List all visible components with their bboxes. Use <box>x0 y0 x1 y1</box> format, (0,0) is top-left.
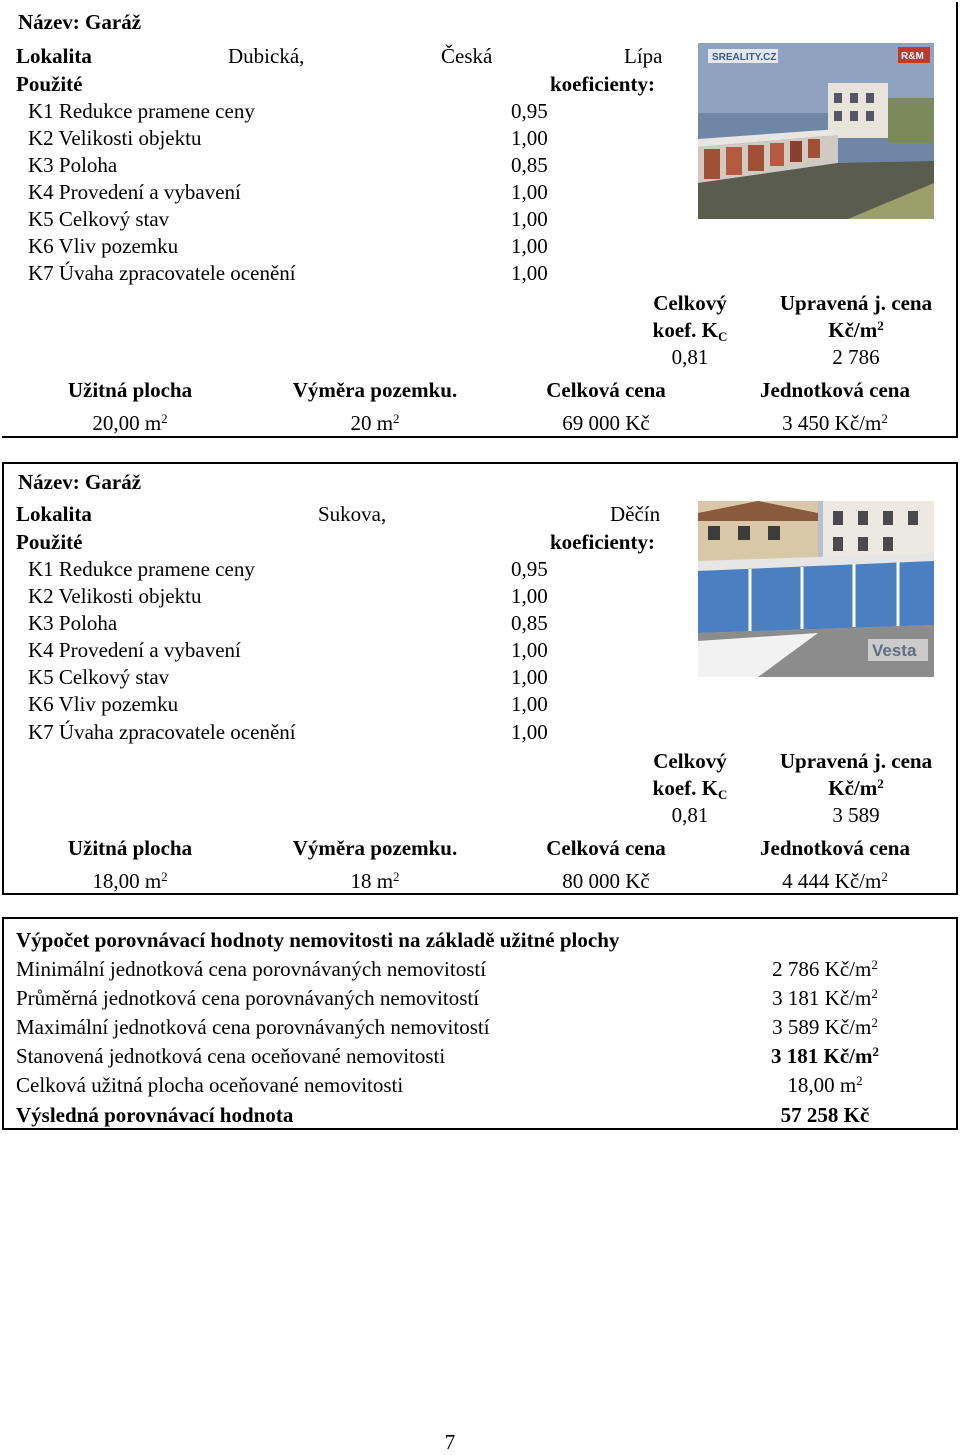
coef-value: 1,00 <box>511 692 548 716</box>
coef-value: 0,85 <box>511 153 548 177</box>
summary-result-value: 57 258 Kč <box>780 1103 870 1127</box>
coef-label: K4 Provedení a vybavení <box>28 638 241 662</box>
location-city-2: Lípa <box>624 44 663 68</box>
koef-kc-label: koef. $K_C$ <box>652 776 728 802</box>
koef-value: 0,81 <box>671 345 709 369</box>
summary-row-label: Průměrná jednotková cena porovnávaných nemovitostí <box>16 986 480 1010</box>
coef-label: K7 Úvaha zpracovatele ocenění <box>28 261 296 285</box>
coef-label: K5 Celkový stav <box>28 665 170 689</box>
upravena-unit: $Kč/m^2$ <box>828 318 884 342</box>
summary-row-label: Minimální jednotková cena porovnávaných nemovitostí <box>16 957 487 981</box>
coef-label: K6 Vliv pozemku <box>28 692 179 716</box>
summary-row-label: Stanovená jednotková cena oceňované nemovitosti <box>16 1044 446 1068</box>
koef-kc-label: koef. $K_C$ <box>652 318 728 344</box>
coef-label: K3 Poloha <box>28 153 118 177</box>
value-vymera: 20 $m^2$ <box>350 411 400 435</box>
koeficienty-label: koeficienty: <box>550 72 655 96</box>
pouzite-label: Použité <box>16 530 83 554</box>
summary-result-label: Výsledná porovnávací hodnota <box>16 1103 294 1127</box>
value-jednotkova-cena: 3 450 $Kč/m^2$ <box>782 411 888 435</box>
coef-label: K1 Redukce pramene ceny <box>28 557 255 581</box>
coef-label: K5 Celkový stav <box>28 207 170 231</box>
coef-value: 1,00 <box>511 584 548 608</box>
coef-label: K1 Redukce pramene ceny <box>28 99 255 123</box>
value-uzitna-plocha: 20,00 $m^2$ <box>92 411 168 435</box>
header-celkova-cena: Celková cena <box>546 836 666 860</box>
coef-value: 0,95 <box>511 557 548 581</box>
coef-value: 1,00 <box>511 261 548 285</box>
coef-value: 1,00 <box>511 207 548 231</box>
header-jednotkova-cena: Jednotková cena <box>760 378 910 402</box>
header-vymera: Výměra pozemku. <box>292 378 458 402</box>
value-celkova-cena: 80 000 Kč <box>562 869 650 893</box>
page-number: 7 <box>444 1430 456 1454</box>
header-uzitna-plocha: Užitná plocha <box>67 378 193 402</box>
summary-row-label: Celková užitná plocha oceňované nemovitosti <box>16 1073 404 1097</box>
rm-logo: R&M <box>901 51 924 62</box>
upravena-value: 3 589 <box>832 803 880 827</box>
garage-photo <box>698 43 934 219</box>
lokalita-label: Lokalita <box>16 44 92 68</box>
coef-label: K2 Velikosti objektu <box>28 584 202 608</box>
coef-label: K6 Vliv pozemku <box>28 234 179 258</box>
location-street: Dubická, <box>228 44 305 68</box>
coef-value: 1,00 <box>511 665 548 689</box>
upravena-label: Upravená j. cena <box>779 291 933 315</box>
coef-value: 1,00 <box>511 126 548 150</box>
celkovy-label: Celkový <box>653 291 727 315</box>
summary-row-value: 3 181 $Kč/m^2$ <box>772 986 878 1010</box>
location-city: Děčín <box>610 502 661 526</box>
coef-value: 1,00 <box>511 638 548 662</box>
koeficienty-label: koeficienty: <box>550 530 655 554</box>
coef-value: 1,00 <box>511 180 548 204</box>
summary-row-value: 18,00 $m^2$ <box>787 1073 863 1097</box>
coef-value: 1,00 <box>511 234 548 258</box>
listing-title: Název: Garáž <box>18 470 142 494</box>
value-vymera: 18 $m^2$ <box>350 869 400 893</box>
coef-value: 1,00 <box>511 720 548 744</box>
koef-value: 0,81 <box>671 803 709 827</box>
header-celkova-cena: Celková cena <box>546 378 666 402</box>
coef-value: 0,85 <box>511 611 548 635</box>
location-city-1: Česká <box>441 44 493 68</box>
value-celkova-cena: 69 000 Kč <box>562 411 650 435</box>
upravena-unit: $Kč/m^2$ <box>828 776 884 800</box>
summary-row-label: Maximální jednotková cena porovnávaných nemovitostí <box>16 1015 490 1039</box>
upravena-value: 2 786 <box>832 345 880 369</box>
garage-photo <box>698 501 934 677</box>
vesta-logo: Vesta <box>872 641 917 660</box>
coef-label: K2 Velikosti objektu <box>28 126 202 150</box>
header-jednotkova-cena: Jednotková cena <box>760 836 910 860</box>
upravena-label: Upravená j. cena <box>779 749 933 773</box>
summary-row-value: 3 589 $Kč/m^2$ <box>772 1015 878 1039</box>
pouzite-label: Použité <box>16 72 83 96</box>
coef-value: 0,95 <box>511 99 548 123</box>
summary-title: Výpočet porovnávací hodnoty nemovitosti na základě užitné plochy <box>16 928 620 952</box>
coef-label: K3 Poloha <box>28 611 118 635</box>
sreality-logo: SREALITY.CZ <box>712 52 777 63</box>
lokalita-label: Lokalita <box>16 502 92 526</box>
value-uzitna-plocha: 18,00 $m^2$ <box>92 869 168 893</box>
header-vymera: Výměra pozemku. <box>292 836 458 860</box>
celkovy-label: Celkový <box>653 749 727 773</box>
coef-label: K7 Úvaha zpracovatele ocenění <box>28 720 296 744</box>
value-jednotkova-cena: 4 444 $Kč/m^2$ <box>782 869 888 893</box>
header-uzitna-plocha: Užitná plocha <box>67 836 193 860</box>
summary-row-value: 2 786 $Kč/m^2$ <box>772 957 878 981</box>
coef-label: K4 Provedení a vybavení <box>28 180 241 204</box>
location-street: Sukova, <box>318 502 387 526</box>
listing-title: Název: Garáž <box>18 10 142 34</box>
summary-row-value: 3 181 $Kč/m^2$ <box>771 1044 879 1068</box>
